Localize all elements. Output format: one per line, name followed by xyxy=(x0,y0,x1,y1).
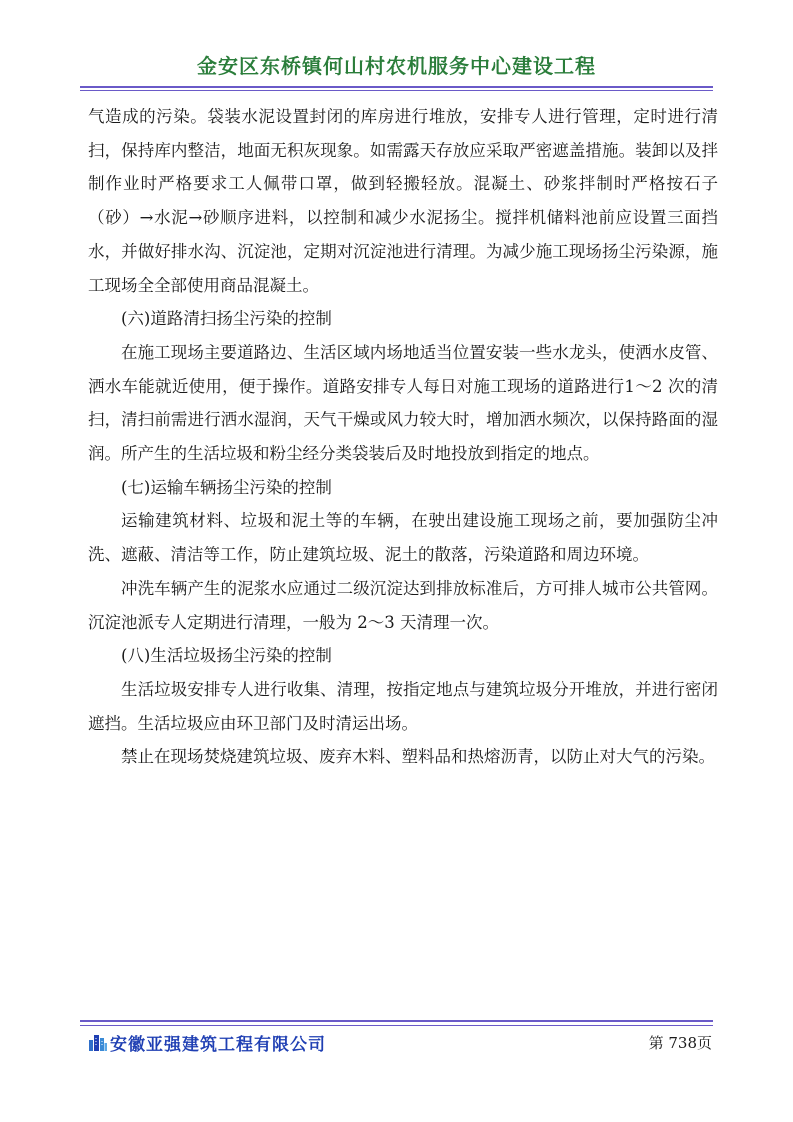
section-heading-7: (七)运输车辆扬尘污染的控制 xyxy=(121,477,332,497)
document-body xyxy=(88,100,718,774)
body-paragraph: 生活垃圾安排专人进行收集、清理，按指定地点与建筑垃圾分开堆放，并进行密闭遮挡。生活垃圾应由环卫部门及时清运出场。 xyxy=(88,679,718,733)
header-divider xyxy=(80,86,713,88)
body-paragraph: 气造成的污染。袋装水泥设置封闭的库房进行堆放，安排专人进行管理，定时进行清扫，保持库内整洁，地面无积灰现象。如需露天存放应采取严密遮盖措施。装卸以及拌制作业时严格要求工人佩带口罩，做到轻搬轻放。混凝土、砂浆拌制时严格按石子（砂）→水泥→砂顺序进料，以控制和减少水泥扬尘。搅拌机储料池前应设置三面挡水，并做好排水沟、沉淀池，定期对沉淀池进行清理。为减少施工现场扬尘污染源，施工现场全全部使用商品混凝土。 xyxy=(88,107,718,295)
section-heading-6: (六)道路清扫扬尘污染的控制 xyxy=(121,309,332,329)
page-footer xyxy=(88,1028,718,1058)
footer-divider-thin xyxy=(80,1025,713,1026)
footer-divider xyxy=(80,1020,713,1022)
company-name: 安徽亚强建筑工程有限公司 xyxy=(110,1035,326,1055)
body-paragraph: 运输建筑材料、垃圾和泥土等的车辆，在驶出建设施工现场之前，要加强防尘冲洗、遮蔽、清洁等工作，防止建筑垃圾、泥土的散落，污染道路和周边环境。 xyxy=(88,511,718,565)
building-logo-icon xyxy=(88,1032,108,1052)
section-heading-8: (八)生活垃圾扬尘污染的控制 xyxy=(121,646,332,666)
page-number: 第 738页 xyxy=(648,1034,712,1052)
body-paragraph: 在施工现场主要道路边、生活区域内场地适当位置安装一些水龙头，使洒水皮管、洒水车能就近使用，便于操作。道路安排专人每日对施工现场的道路进行1～2 次的清扫，清扫前需进行洒水湿润，天气干燥或风力较大时，增加洒水频次，以保持路面的湿润。所产生的生活垃圾和粉尘经分类袋装后及时地投放到指定的地点。 xyxy=(88,342,718,464)
document-title: 金安区东桥镇何山村农机服务中心建设工程 xyxy=(197,54,596,78)
page-header xyxy=(0,50,793,79)
body-paragraph: 禁止在现场焚烧建筑垃圾、废弃木料、塑料品和热熔沥青，以防止对大气的污染。 xyxy=(121,747,715,767)
body-paragraph: 冲洗车辆产生的泥浆水应通过二级沉淀达到排放标准后，方可排人城市公共管网。沉淀池派专人定期进行清理，一般为 2～3 天清理一次。 xyxy=(88,578,718,632)
header-divider-thin xyxy=(80,90,713,91)
